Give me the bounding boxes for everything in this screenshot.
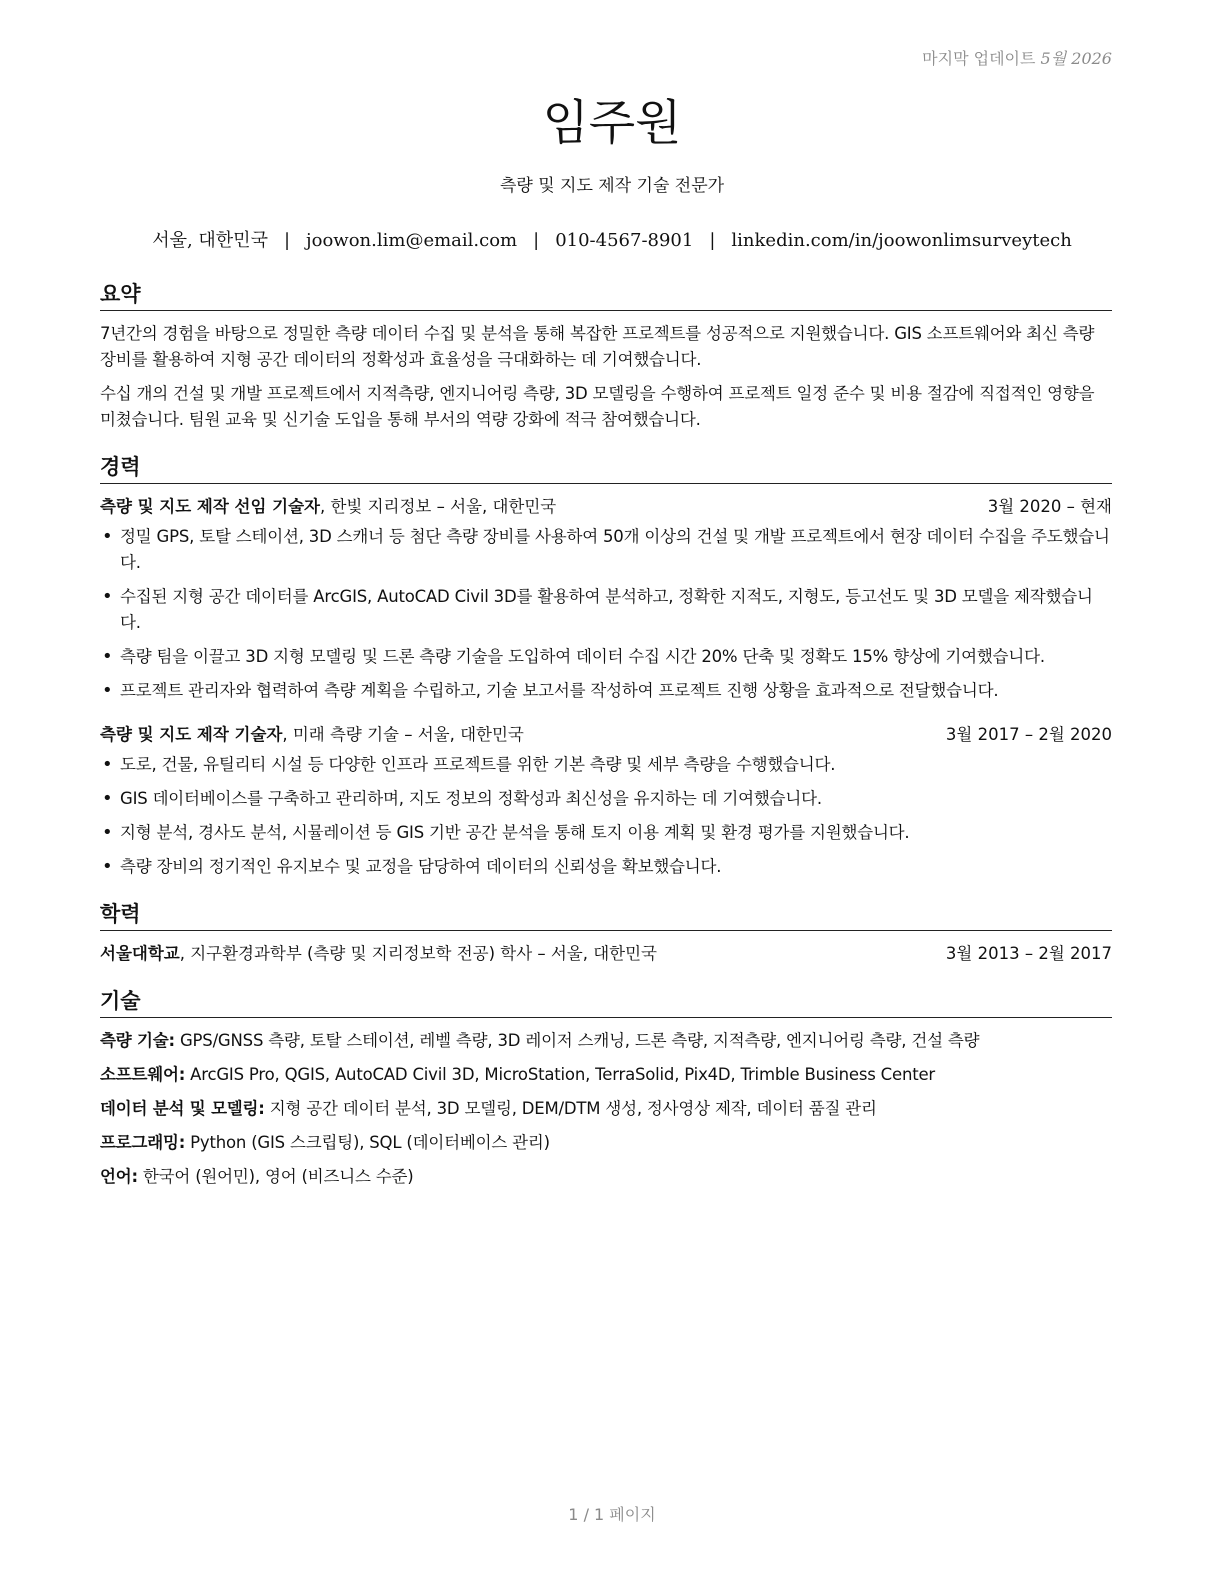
education-section <box>100 898 1112 967</box>
job-entry <box>100 722 1112 880</box>
skill-key: 프로그래밍 <box>100 1133 179 1152</box>
skill-key: 소프트웨어 <box>100 1065 179 1084</box>
resume-content <box>100 278 1112 1198</box>
skill-value: ArcGIS Pro, QGIS, AutoCAD Civil 3D, MicroStation, TerraSolid, Pix4D, Trimble Business Center <box>185 1065 936 1084</box>
job-period: 3월 2020 – 현재 <box>987 497 1112 516</box>
page-number: 1 / 1 페이지 <box>568 1505 656 1524</box>
list-item: • 도로, 건물, 유틸리티 시설 등 다양한 인프라 프로젝트를 위한 기본 측량 및 세부 측량을 수행했습니다. <box>100 752 1112 778</box>
contact-separator: | <box>533 230 540 251</box>
job-header <box>100 494 1112 520</box>
skill-row: 측량 기술: GPS/GNSS 측량, 토탈 스테이션, 레벨 측량, 3D 레이저 스캐닝, 드론 측량, 지적측량, 엔지니어링 측량, 건설 측량 <box>100 1031 980 1050</box>
list-item: • 수집된 지형 공간 데이터를 ArcGIS, AutoCAD Civil 3D를 활용하여 분석하고, 정확한 지적도, 지형도, 등고선도 및 3D 모델을 제작했습니다. <box>100 584 1112 636</box>
education-detail: , 지구환경과학부 (측량 및 지리정보학 전공) 학사 – 서울, 대한민국 <box>179 944 657 963</box>
last-updated-date: 5월 2026 <box>1040 49 1112 68</box>
contact-email[interactable]: joowon.lim@email.com <box>306 230 518 251</box>
skill-row: 데이터 분석 및 모델링: 지형 공간 데이터 분석, 3D 모델링, DEM/DTM 생성, 정사영상 제작, 데이터 품질 관리 <box>100 1099 877 1118</box>
job-period: 3월 2017 – 2월 2020 <box>945 725 1112 744</box>
list-item: • GIS 데이터베이스를 구축하고 관리하며, 지도 정보의 정확성과 최신성을 유지하는 데 기여했습니다. <box>100 786 1112 812</box>
job-bullets <box>100 752 1112 880</box>
list-item: • 측량 장비의 정기적인 유지보수 및 교정을 담당하여 데이터의 신뢰성을 확보했습니다. <box>100 854 1112 880</box>
list-item: • 프로젝트 관리자와 협력하여 측량 계획을 수립하고, 기술 보고서를 작성하여 프로젝트 진행 상황을 효과적으로 전달했습니다. <box>100 678 1112 704</box>
list-item: • 정밀 GPS, 토탈 스테이션, 3D 스캐너 등 첨단 측량 장비를 사용하여 50개 이상의 건설 및 개발 프로젝트에서 현장 데이터 수집을 주도했습니다. <box>100 524 1112 576</box>
skill-key: 데이터 분석 및 모델링 <box>100 1099 259 1118</box>
contact-separator: | <box>709 230 716 251</box>
skill-key: 측량 기술 <box>100 1031 169 1050</box>
skill-value: Python (GIS 스크립팅), SQL (데이터베이스 관리) <box>185 1133 550 1152</box>
subtitle: 측량 및 지도 제작 기술 전문가 <box>499 176 725 196</box>
skills-section <box>100 985 1112 1190</box>
experience-heading: 경력 <box>100 451 1112 484</box>
contact-separator: | <box>283 230 291 251</box>
contact-line <box>0 226 1224 252</box>
summary-paragraph: 7년간의 경험을 바탕으로 정밀한 측량 데이터 수집 및 분석을 통해 복잡한 프로젝트를 성공적으로 지원했습니다. GIS 소프트웨어와 최신 측량 장비를 활용하여 지형 공간 데이터의 정확성과 효율성을 극대화하는 데 기여했습니다. <box>100 324 1095 369</box>
job-company: , 미래 측량 기술 – 서울, 대한민국 <box>282 725 524 744</box>
skills-heading: 기술 <box>100 985 1112 1018</box>
summary-section <box>100 278 1112 433</box>
job-header <box>100 722 1112 748</box>
list-item: • 측량 팀을 이끌고 3D 지형 모델링 및 드론 측량 기술을 도입하여 데이터 수집 시간 20% 단축 및 정확도 15% 향상에 기여했습니다. <box>100 644 1112 670</box>
education-heading: 학력 <box>100 898 1112 931</box>
experience-section <box>100 451 1112 880</box>
education-period: 3월 2013 – 2월 2017 <box>945 944 1112 963</box>
summary-heading: 요약 <box>100 278 1112 311</box>
last-updated <box>922 46 1112 69</box>
list-item: • 지형 분석, 경사도 분석, 시뮬레이션 등 GIS 기반 공간 분석을 통해 토지 이용 계획 및 환경 평가를 지원했습니다. <box>100 820 1112 846</box>
skill-value: GPS/GNSS 측량, 토탈 스테이션, 레벨 측량, 3D 레이저 스캐닝, 드론 측량, 지적측량, 엔지니어링 측량, 건설 측량 <box>174 1031 980 1050</box>
job-title: 측량 및 지도 제작 선임 기술자 <box>100 497 320 516</box>
summary-paragraph: 수십 개의 건설 및 개발 프로젝트에서 지적측량, 엔지니어링 측량, 3D 모델링을 수행하여 프로젝트 일정 준수 및 비용 절감에 직접적인 영향을 미쳤습니다. 팀원 교육 및 신기술 도입을 통해 부서의 역량 강화에 적극 참여했습니다. <box>100 384 1095 429</box>
contact-location: 서울, 대한민국 <box>152 230 268 251</box>
page-title: 임주원 <box>542 95 682 151</box>
skill-value: 지형 공간 데이터 분석, 3D 모델링, DEM/DTM 생성, 정사영상 제작, 데이터 품질 관리 <box>264 1099 877 1118</box>
skill-row: 언어: 한국어 (원어민), 영어 (비즈니스 수준) <box>100 1167 414 1186</box>
job-entry <box>100 494 1112 704</box>
contact-phone: 010-4567-8901 <box>555 230 694 251</box>
skill-row: 프로그래밍: Python (GIS 스크립팅), SQL (데이터베이스 관리) <box>100 1133 550 1152</box>
contact-linkedin[interactable]: linkedin.com/in/joowonlimsurveytech <box>731 230 1072 251</box>
job-company: , 한빛 지리정보 – 서울, 대한민국 <box>320 497 557 516</box>
skill-row: 소프트웨어: ArcGIS Pro, QGIS, AutoCAD Civil 3D, MicroStation, TerraSolid, Pix4D, Trimble Business Center <box>100 1065 936 1084</box>
job-title: 측량 및 지도 제작 기술자 <box>100 725 283 744</box>
education-entry <box>100 941 1112 967</box>
job-bullets <box>100 524 1112 704</box>
skill-value: 한국어 (원어민), 영어 (비즈니스 수준) <box>137 1167 414 1186</box>
last-updated-label: 마지막 업데이트 <box>922 49 1036 68</box>
skill-key: 언어 <box>100 1167 132 1186</box>
school-name: 서울대학교 <box>100 944 180 963</box>
